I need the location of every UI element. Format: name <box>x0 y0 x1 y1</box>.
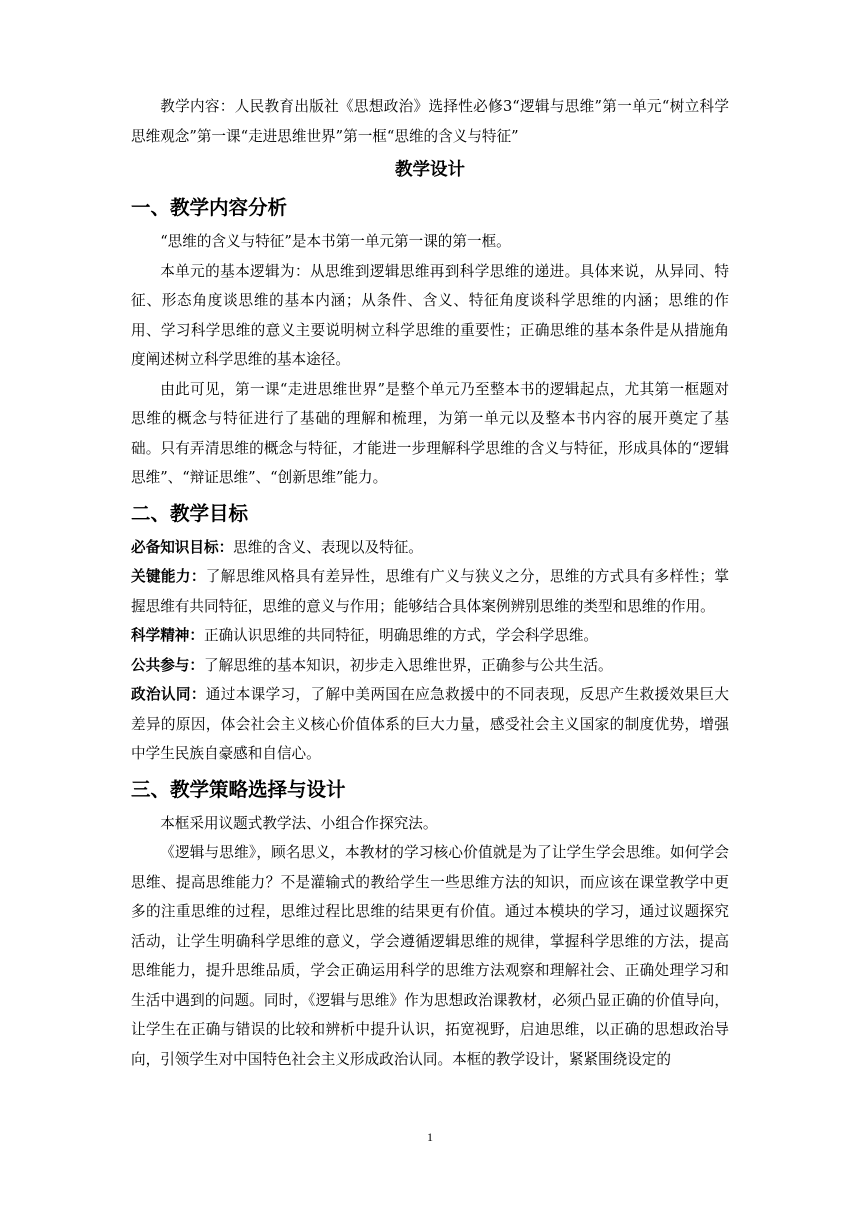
section1-paragraph: “思维的含义与特征”是本书第一单元第一课的第一框。 <box>160 233 511 250</box>
section3-paragraph: 本框采用议题式教学法、小组合作探究法。 <box>160 814 438 832</box>
goal-item <box>131 533 729 563</box>
section3-heading: 三、教学策略选择与设计 <box>131 777 346 801</box>
goal-label: 关键能力： <box>131 568 206 585</box>
page-number: 1 <box>427 1130 433 1144</box>
section1-paragraph: 由此可见，第一课“走进思维世界”是整个单元乃至整本书的逻辑起点，尤其第一框题对思维的概念与特征进行了基础的理解和梳理，为第一单元以及整本书内容的展开奠定了基础。只有弄清思维的概念与特征，才能进一步理解科学思维的含义与特征，形成具体的“逻辑思维”、“辩证思维”、“创新思维”能力。 <box>131 380 729 486</box>
goal-label: 公共参与： <box>131 656 204 674</box>
goal-text: 了解思维的基本知识，初步走入思维世界，正确参与公共生活。 <box>203 656 613 674</box>
section3-paragraph: 《逻辑与思维》，顾名思义，本教材的学习核心价值就是为了让学生学会思维。如何学会思维、提高思维能力？不是灌输式的教给学生一些思维方法的知识，而应该在课堂教学中更多的注重思维的过程，思维过程比思维的结果更有价值。通过本模块的学习，通过议题探究活动，让学生明确科学思维的意义，学会遵循逻辑思维的规律，掌握科学思维的方法，提高思维能力，提升思维品质，学会正确运用科学的思维方法观察和理解社会、正确处理学习和生活中遇到的问题。同时，《逻辑与思维》作为思想政治课教材，必须凸显正确的价值导向，让学生在正确与错误的比较和辨析中提升认识，拓宽视野，启迪思维，以正确的思想政治导向，引领学生对中国特色社会主义形成政治认同。本框的教学设计，紧紧围绕设定的 <box>131 844 729 1068</box>
goal-text: 思维的含义、表现以及特征。 <box>233 538 423 556</box>
goal-text: 了解思维风格具有差异性，思维有广义与狭义之分，思维的方式具有多样性；掌握思维有共同特征，思维的意义与作用；能够结合具体案例辨别思维的类型和思维的作用。 <box>131 568 729 615</box>
goal-label: 政治认同： <box>131 686 206 703</box>
section1-heading: 一、教学内容分析 <box>131 196 288 219</box>
section1-paragraph: 本单元的基本逻辑为：从思维到逻辑思维再到科学思维的递进。具体来说，从异同、特征、形态角度谈思维的基本内涵；从条件、含义、特征角度谈科学思维的内涵；思维的作用、学习科学思维的意义主要说明树立科学思维的重要性；正确思维的基本条件是从措施角度阐述树立科学思维的基本途径。 <box>131 262 729 368</box>
goal-label: 必备知识目标： <box>131 538 234 556</box>
goal-item <box>131 562 729 621</box>
section2-heading: 二、教学目标 <box>131 501 249 525</box>
goal-item <box>131 680 729 769</box>
goal-text: 正确认识思维的共同特征，明确思维的方式，学会科学思维。 <box>203 627 599 644</box>
header-text: 教学内容：人民教育出版社《思想政治》选择性必修3“逻辑与思维”第一单元“树立科学思维观念”第一课“走进思维世界”第一框“思维的含义与特征” <box>131 98 729 145</box>
document-body <box>131 92 729 1074</box>
doc-title: 教学设计 <box>395 160 465 180</box>
goal-label: 科学精神： <box>131 627 204 644</box>
goal-item <box>131 651 729 681</box>
goal-item <box>131 621 729 651</box>
goal-text: 通过本课学习，了解中美两国在应急救援中的不同表现，反思产生救援效果巨大差异的原因，体会社会主义核心价值体系的巨大力量，感受社会主义国家的制度优势，增强中学生民族自豪感和自信心。 <box>131 686 729 762</box>
